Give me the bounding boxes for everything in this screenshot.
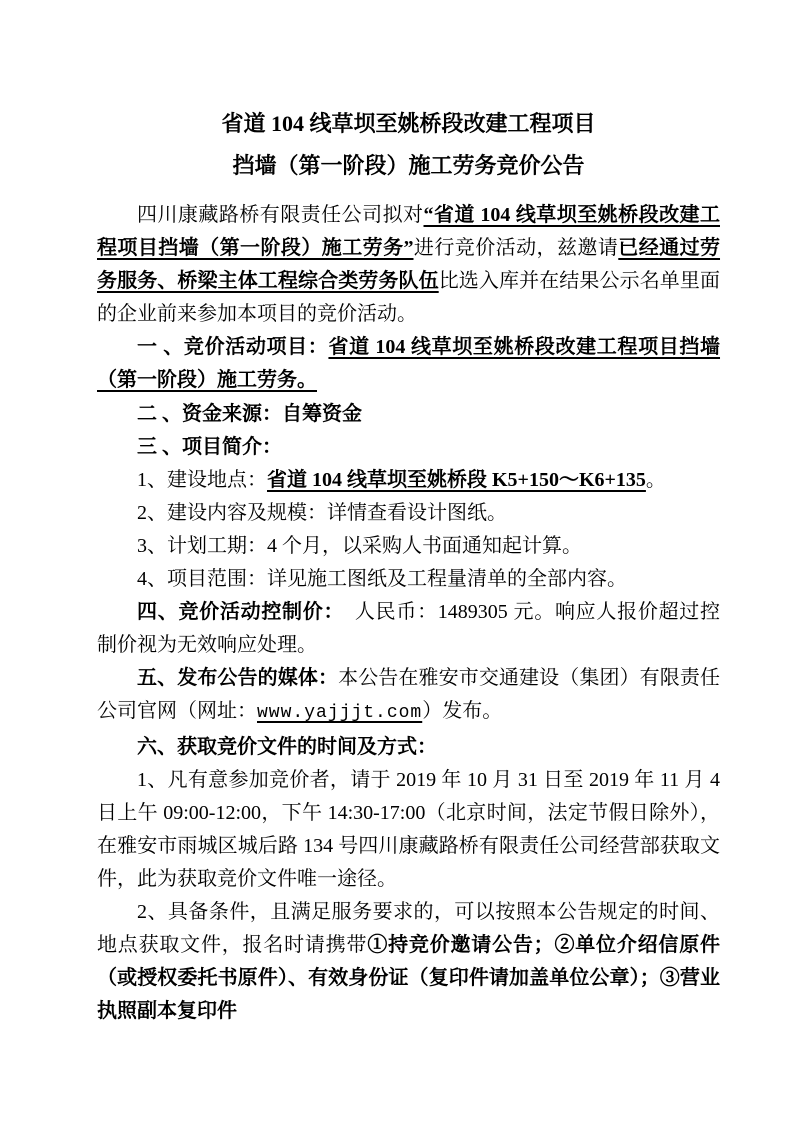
- intro-run-3: 进行竞价活动，兹邀请: [413, 237, 619, 260]
- intro-run-1: 四川康藏路桥有限责任公司拟对: [137, 204, 424, 226]
- section-6-item-1: 1、凡有意参加竞价者，请于 2019 年 10 月 31 日至 2019 年 11 月 4 日上午 09:00-12:00，下午 14:30-17:00（北京时间，法定节假日除外），在雅安市雨城区城后路 134 号四川康藏路桥有限责任公司经营部获取文件，此为获取竞价文件唯一途径。: [97, 768, 720, 890]
- section-4-value: 人民币：1489305 元。响应人报价超过控制价视为无效响应处理。: [97, 601, 721, 657]
- section-6-heading: 六、获取竞价文件的时间及方式：: [137, 735, 437, 758]
- section-4-label: 四、竞价活动控制价：: [137, 601, 335, 624]
- project-item-duration: 3、计划工期：4 个月，以采购人书面通知起计算。: [137, 534, 582, 557]
- section-5-pre: 本公告在雅安市交通建设（集团）有限责任公司官网（网址：: [97, 667, 721, 723]
- location-value: 省道 104 线草坝至姚桥段 K5+150～K6+135: [267, 468, 646, 491]
- intro-run-5: 比选入库并在结果公示名单里面的企业前来参加本项目的竞价活动。: [97, 270, 721, 326]
- section-5-label: 五、发布公告的媒体：: [137, 667, 339, 690]
- doc-body: [97, 199, 720, 1028]
- section-6-item-2-pre: 2、具备条件，且满足服务要求的，可以按照本公告规定的时间、地点获取文件，报名时请携带: [97, 900, 720, 957]
- project-item-scale: 2、建设内容及规模：详情查看设计图纸。: [137, 501, 507, 524]
- section-1-project-name: 省道 104 线草坝至姚桥段改建工程项目挡墙（第一阶段）施工劳务。: [97, 336, 721, 392]
- intro-paragraph: [97, 199, 720, 331]
- project-item-scope: 4、项目范围：详见施工图纸及工程量清单的全部内容。: [137, 568, 627, 591]
- section-6-item-2: [97, 896, 720, 1028]
- required-documents-list: ①持竞价邀请公告；②单位介绍信原件（或授权委托书原件）、有效身份证（复印件请加盖单位公章）；③营业执照副本复印件: [97, 934, 721, 1023]
- section-1-paragraph: [97, 331, 720, 397]
- doc-title-line1: 省道 104 线草坝至姚桥段改建工程项目: [221, 111, 596, 136]
- location-label: 1、建设地点：: [137, 468, 267, 491]
- doc-title-line2: 挡墙（第一阶段）施工劳务竞价公告: [232, 153, 585, 178]
- section-3-heading: 三 、项目简介：: [137, 435, 282, 458]
- section-5-post: ）发布。: [422, 700, 503, 723]
- intro-project-name: “省道 104 线草坝至姚桥段改建工程项目挡墙（第一阶段）施工劳务”: [97, 204, 720, 260]
- project-item-location: [97, 464, 720, 497]
- intro-qualified-teams: 已经通过劳务服务、桥梁主体工程综合类劳务队伍: [97, 237, 721, 293]
- section-5-paragraph: [97, 662, 720, 730]
- location-tail: 。: [645, 468, 666, 491]
- doc-title: [97, 103, 720, 187]
- section-4-paragraph: [97, 596, 720, 662]
- section-2-paragraph: 二 、资金来源：自筹资金: [137, 402, 362, 425]
- website-url: www.yajjjt.com: [257, 703, 423, 724]
- section-1-label: 一 、竞价活动项目：: [137, 336, 329, 359]
